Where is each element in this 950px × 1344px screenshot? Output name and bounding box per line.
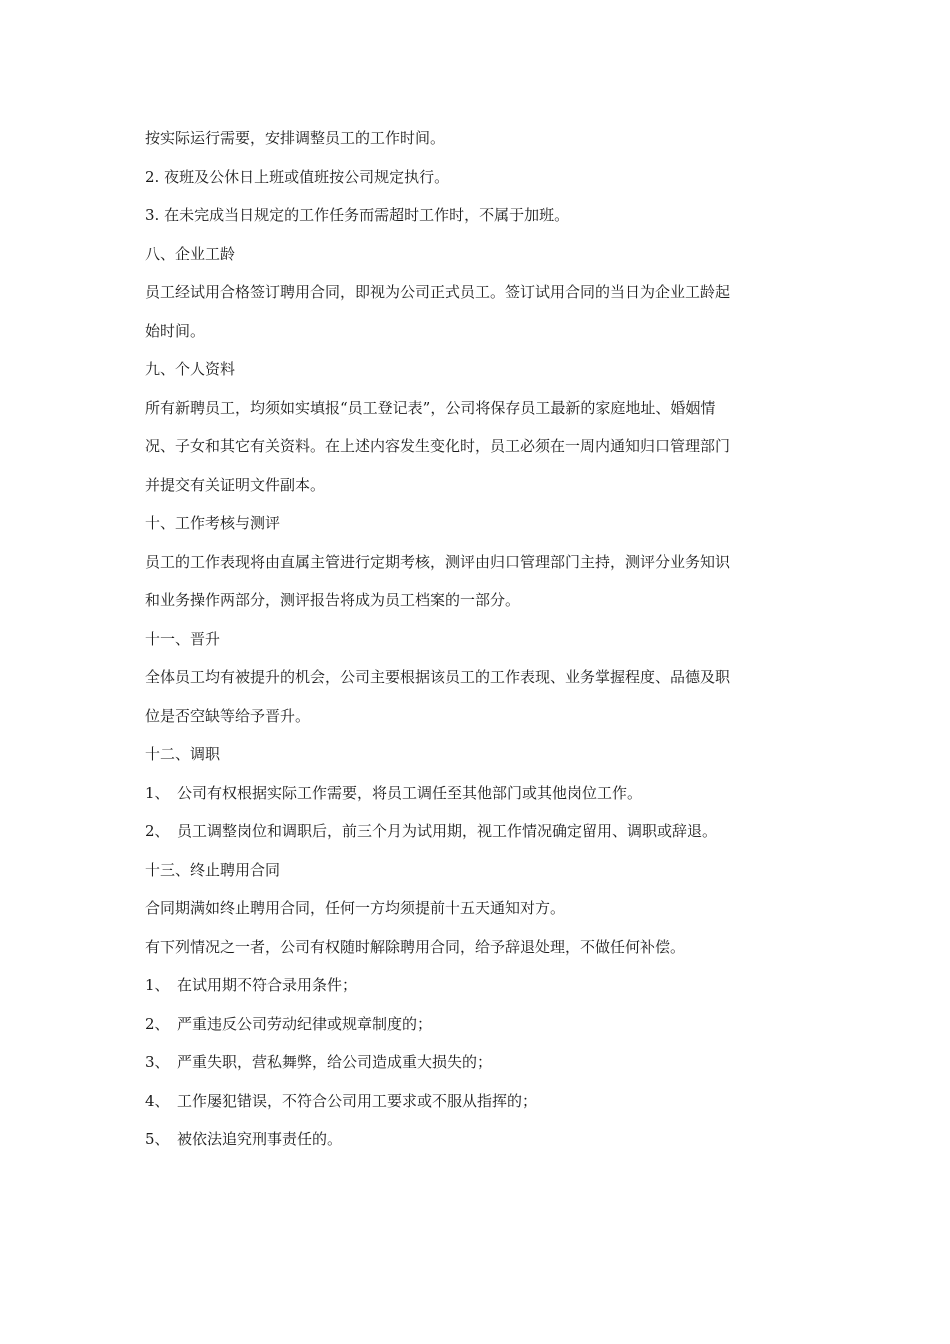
paragraph-line: 始时间。 <box>145 321 206 340</box>
list-item <box>145 774 810 813</box>
list-item <box>145 1043 810 1082</box>
section-heading: 八、企业工龄 <box>145 244 236 263</box>
section-heading: 十二、调职 <box>145 745 221 763</box>
list-item: 3. 在未完成当日规定的工作任务而需超时工作时，不属于加班。 <box>145 206 570 224</box>
list-text: 工作屡犯错误，不符合公司用工要求或不服从指挥的； <box>177 1091 538 1110</box>
paragraph-line: 所有新聘员工，均须如实填报“员工登记表”，公司将保存员工最新的家庭地址、婚姻情 <box>145 398 716 417</box>
list-number: 4、 <box>145 1091 170 1110</box>
section-heading: 十三、终止聘用合同 <box>145 860 281 879</box>
list-text: 严重违反公司劳动纪律或规章制度的； <box>177 1014 433 1033</box>
section-heading: 十、工作考核与测评 <box>145 514 281 532</box>
list-number: 2、 <box>145 1014 170 1033</box>
list-text: 被依法追究刑事责任的。 <box>177 1130 343 1148</box>
paragraph-line: 位是否空缺等给予晋升。 <box>145 706 311 725</box>
paragraph-line: 按实际运行需要，安排调整员工的工作时间。 <box>145 129 446 147</box>
paragraph-line: 合同期满如终止聘用合同，任何一方均须提前十五天通知对方。 <box>145 899 566 917</box>
list-text: 公司有权根据实际工作需要，将员工调任至其他部门或其他岗位工作。 <box>177 783 643 802</box>
section-heading: 十一、晋升 <box>145 629 221 648</box>
list-item <box>145 812 810 851</box>
list-number: 3、 <box>145 1053 170 1071</box>
list-text: 在试用期不符合录用条件； <box>177 976 358 994</box>
document-body <box>145 119 810 1159</box>
list-item <box>145 966 810 1005</box>
paragraph-line: 有下列情况之一者，公司有权随时解除聘用合同，给予辞退处理，不做任何补偿。 <box>145 937 686 956</box>
paragraph-line: 员工的工作表现将由直属主管进行定期考核，测评由归口管理部门主持，测评分业务知识 <box>145 552 731 571</box>
paragraph-line: 和业务操作两部分，测评报告将成为员工档案的一部分。 <box>145 591 521 609</box>
paragraph-line: 并提交有关证明文件副本。 <box>145 475 326 494</box>
list-number: 1、 <box>145 783 170 802</box>
list-item <box>145 1120 810 1159</box>
paragraph-line: 况、子女和其它有关资料。在上述内容发生变化时，员工必须在一周内通知归口管理部门 <box>145 437 731 455</box>
list-item <box>145 1082 810 1121</box>
list-text: 员工调整岗位和调职后，前三个月为试用期，视工作情况确定留用、调职或辞退。 <box>177 822 718 840</box>
section-heading: 九、个人资料 <box>145 360 236 378</box>
list-number: 1、 <box>145 976 170 994</box>
list-text: 严重失职，营私舞弊，给公司造成重大损失的； <box>177 1053 493 1071</box>
paragraph-line: 员工经试用合格签订聘用合同，即视为公司正式员工。签订试用合同的当日为企业工龄起 <box>145 283 731 301</box>
list-number: 5、 <box>145 1130 170 1148</box>
paragraph-line: 全体员工均有被提升的机会，公司主要根据该员工的工作表现、业务掌握程度、品德及职 <box>145 668 731 686</box>
list-item: 2. 夜班及公休日上班或值班按公司规定执行。 <box>145 167 450 186</box>
list-item <box>145 1005 810 1044</box>
list-number: 2、 <box>145 822 170 840</box>
